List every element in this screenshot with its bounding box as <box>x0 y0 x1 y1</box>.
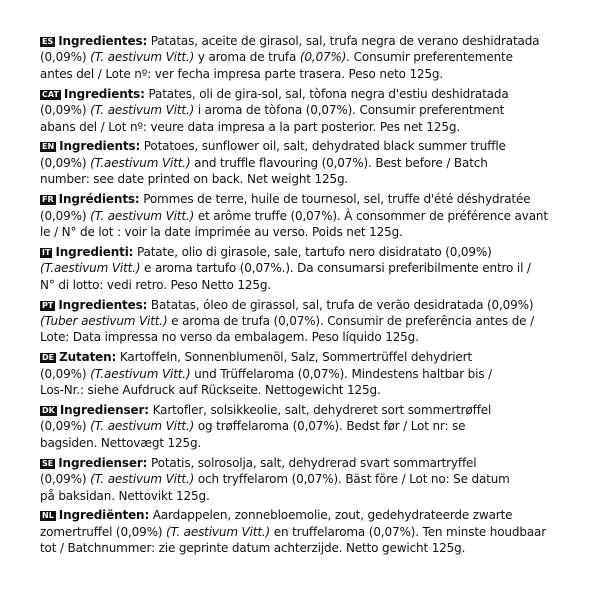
language-block-nl <box>40 507 568 556</box>
ingredient-text: Consumir preferentemente <box>350 50 513 65</box>
text-line <box>40 329 568 345</box>
ingredient-text: (0,09%) <box>40 366 91 381</box>
text-line <box>40 208 568 224</box>
text-line <box>40 540 568 556</box>
ingredient-text: abans del / Lot nº: veure data impresa a la part posterior. Pes net 125g. <box>40 119 460 134</box>
text-line <box>40 119 568 135</box>
species-name: (0,07%). <box>299 50 350 65</box>
ingredient-text: le / N° de lot : voir la date imprimée au verso. Poids net 125g. <box>40 224 403 239</box>
ingredient-text: et arôme truffe (0,07%). À consommer de préférence avant <box>194 208 548 223</box>
species-name: (Tuber aestivum Vitt.) <box>40 314 168 328</box>
species-name: (T. aestivum Vitt.) <box>90 103 195 118</box>
ingredients-heading: Ingredienser: <box>59 403 149 418</box>
ingredient-text: Patates, oli de gira-sol, sal, tòfona negra d'estiu deshidratada <box>144 86 509 101</box>
text-line <box>40 435 568 451</box>
ingredients-heading: Ingredients: <box>59 139 141 154</box>
ingredients-heading: Ingredients: <box>63 86 145 101</box>
language-block-se <box>40 455 568 504</box>
text-line <box>40 191 568 207</box>
language-block-es <box>40 33 568 82</box>
text-line <box>40 66 568 82</box>
text-line <box>40 349 568 365</box>
text-line <box>40 171 568 187</box>
ingredient-text: Aardappelen, zonnebloemolie, zout, gedehydrateerde zwarte <box>149 508 513 523</box>
ingredients-heading: Zutaten: <box>59 350 117 365</box>
ingredient-text: N° di lotto: vedi retro. Peso Netto 125g. <box>40 277 271 292</box>
language-block-de <box>40 349 568 398</box>
language-code-badge: PT <box>42 300 54 310</box>
ingredient-text: Batatas, óleo de girassol, sal, trufa de verão desidratada (0,09%) <box>147 297 534 312</box>
ingredient-text: en truffelaroma (0,07%). Ten minste houdbaar <box>270 524 547 539</box>
language-code-badge: SE <box>42 458 54 468</box>
ingredient-text: (0,09%) <box>40 419 91 434</box>
ingredient-text: i aroma de tòfona (0,07%). Consumir preferentment <box>194 103 505 118</box>
language-block-fr <box>40 191 568 240</box>
text-line <box>40 33 568 49</box>
text-line <box>40 260 568 276</box>
ingredient-text: (0,09%) <box>40 155 91 170</box>
ingredient-text: (0,09%) <box>40 208 91 223</box>
language-code-badge: DK <box>42 406 55 416</box>
text-line <box>40 138 568 154</box>
species-name: (T.aestivum Vitt.) <box>90 155 191 170</box>
text-line <box>40 244 568 260</box>
text-line <box>40 524 568 540</box>
ingredient-text: Kartofler, solsikkeolie, salt, dehydreret sort sommertrøffel <box>148 403 492 418</box>
text-line <box>40 102 568 118</box>
species-name: (T.aestivum Vitt.) <box>40 261 141 276</box>
ingredient-text: bagsiden. Nettovægt 125g. <box>40 435 202 450</box>
ingredient-text: and truffle flavouring (0,07%). Best before / Batch <box>190 155 488 170</box>
text-line <box>40 313 568 329</box>
ingredients-heading: Ingredienti: <box>55 244 134 259</box>
species-name: (T. aestivum Vitt.) <box>90 419 195 434</box>
text-line <box>40 471 568 487</box>
ingredients-heading: Ingredienser: <box>58 455 148 470</box>
ingredient-text: (0,09%) <box>40 103 91 118</box>
language-code-badge: DE <box>42 353 55 363</box>
text-line <box>40 382 568 398</box>
ingredient-text: und Trüffelaroma (0,07%). Mindestens haltbar bis / <box>190 366 492 381</box>
species-name: (T.aestivum Vitt.) <box>90 366 191 381</box>
ingredient-text: e aroma tartufo (0,07%.). Da consumarsi preferibilmente entro il / <box>140 261 531 276</box>
ingredients-heading: Ingredientes: <box>58 34 148 48</box>
ingredient-text: antes del / Lote nº: ver fecha impresa parte trasera. Peso neto 125g. <box>40 66 444 81</box>
language-code-badge: NL <box>42 511 54 521</box>
ingredients-heading: Ingrédients: <box>58 192 140 207</box>
text-line <box>40 224 568 240</box>
ingredient-text: zomertruffel (0,09%) <box>40 524 167 539</box>
ingredient-text: Pommes de terre, huile de tournesol, sel, truffe d'été déshydratée <box>139 192 531 207</box>
species-name: (T. aestivum Vitt.) <box>90 208 195 223</box>
ingredients-heading: Ingrediënten: <box>58 508 150 523</box>
text-line <box>40 418 568 434</box>
ingredient-text: Los-Nr.: siehe Aufdruck auf Rückseite. Nettogewicht 125g. <box>40 383 381 398</box>
language-code-badge: EN <box>42 142 55 152</box>
species-name: (T. aestivum Vitt.) <box>166 524 271 539</box>
species-name: (T. aestivum Vitt.) <box>90 50 195 65</box>
ingredient-text: Potatoes, sunflower oil, salt, dehydrated black summer truffle <box>140 139 506 154</box>
ingredient-text: number: see date printed on back. Net weight 125g. <box>40 172 349 187</box>
ingredients-heading: Ingredientes: <box>58 297 148 312</box>
language-block-cat <box>40 86 568 135</box>
ingredients-label <box>40 33 568 560</box>
ingredient-text: tot / Batchnummer: zie geprinte datum achterzijde. Netto gewicht 125g. <box>40 541 466 556</box>
text-line <box>40 366 568 382</box>
ingredient-text: Lote: Data impressa no verso da embalagem. Peso líquido 125g. <box>40 330 419 345</box>
text-line <box>40 507 568 523</box>
ingredient-text: Patatas, aceite de girasol, sal, trufa negra de verano deshidratada <box>147 34 540 48</box>
language-block-en <box>40 138 568 187</box>
text-line <box>40 455 568 471</box>
language-block-it <box>40 244 568 293</box>
ingredient-text: Potatis, solrosolja, salt, dehydrerad svart sommartryffel <box>147 455 477 470</box>
species-name: (T. aestivum Vitt.) <box>90 472 195 487</box>
ingredient-text: (0,09%) <box>40 50 91 65</box>
language-code-badge: CAT <box>42 89 59 99</box>
ingredient-text: Kartoffeln, Sonnenblumenöl, Salz, Sommertrüffel dehydriert <box>116 350 472 365</box>
text-line <box>40 49 568 65</box>
text-line <box>40 297 568 313</box>
ingredient-text: (0,09%) <box>40 472 91 487</box>
ingredient-text: og trøffelaroma (0,07%). Bedst før / Lot nr: se <box>194 419 466 434</box>
text-line <box>40 86 568 102</box>
language-code-badge: IT <box>42 247 51 257</box>
ingredient-text: e aroma de trufa (0,07%). Consumir de preferência antes de / <box>167 314 534 328</box>
ingredient-text: Patate, olio di girasole, sale, tartufo nero disidratato (0,09%) <box>133 244 492 259</box>
ingredient-text: på baksidan. Nettovikt 125g. <box>40 488 210 503</box>
language-block-pt <box>40 297 568 346</box>
ingredient-text: y aroma de trufa <box>194 50 300 65</box>
language-code-badge: FR <box>42 195 54 205</box>
text-line <box>40 155 568 171</box>
text-line <box>40 277 568 293</box>
language-code-badge: ES <box>42 37 54 46</box>
text-line <box>40 488 568 504</box>
ingredient-text: och tryffelarom (0,07%). Bäst före / Lot no: Se datum <box>194 472 510 487</box>
text-line <box>40 402 568 418</box>
language-block-dk <box>40 402 568 451</box>
